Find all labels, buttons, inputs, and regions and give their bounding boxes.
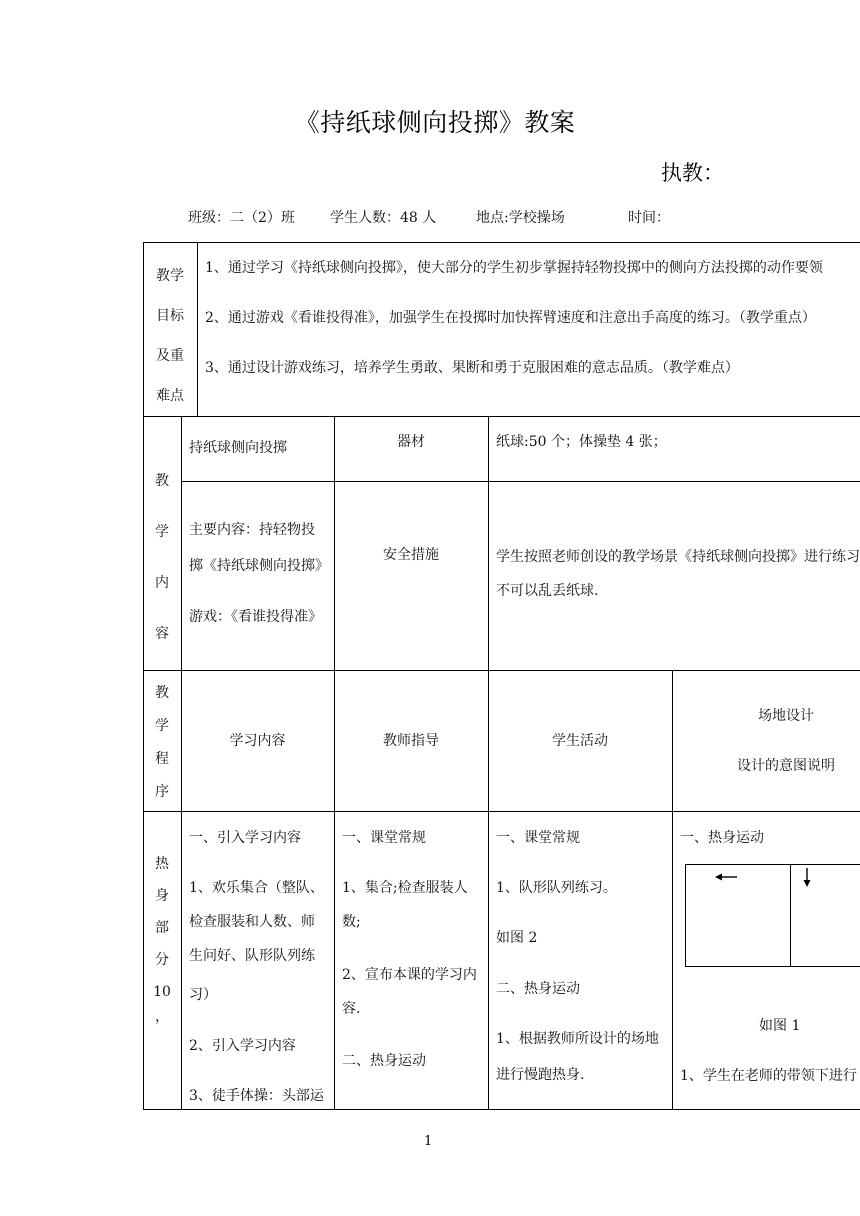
objectives-label: 教学 目标 及重 难点	[156, 268, 184, 404]
objective-item: 1、通过学习《持纸球侧向投掷》，使大部分的学生初步掌握持轻物投掷中的侧向方法投掷的动作要领	[205, 260, 823, 276]
header-design-intent: 设计的意图说明	[737, 758, 835, 774]
objective-item: 3、通过设计游戏练习，培养学生勇敢、果断和勇于克服困难的意志品质。（教学难点）	[205, 360, 739, 376]
safety-label: 安全措施	[383, 547, 439, 563]
teacher-guidance-line: 容.	[342, 1001, 361, 1017]
procedure-label: 教 学 程 序	[155, 685, 169, 800]
header-student-activity: 学生活动	[552, 733, 608, 749]
arrow-left-icon	[715, 874, 737, 881]
topic-text: 持纸球侧向投掷	[189, 440, 287, 456]
student-activity-line: 1、队形队列练习。	[496, 880, 617, 896]
warmup-label: 热 身 部 分 10 ，	[153, 856, 171, 1025]
content-label: 教 学 内 容	[155, 473, 169, 642]
main-content-line: 游戏：《看谁投得准》	[189, 609, 322, 625]
class-info: 班级：二（2）班	[188, 210, 295, 226]
field-diagram	[685, 864, 860, 968]
student-activity-line: 1、根据教师所设计的场地	[496, 1031, 659, 1047]
student-activity-line: 进行慢跑热身.	[496, 1067, 585, 1083]
teacher-guidance-line: 数;	[342, 914, 361, 930]
time-info: 时间：	[628, 210, 670, 226]
teacher-label: 执教：	[661, 161, 724, 185]
equipment-label: 器材	[397, 434, 425, 450]
figure-caption: 如图 1	[759, 1018, 801, 1034]
teacher-guidance-line: 1、集合;检查服装人	[342, 880, 468, 896]
page-number: 1	[424, 1134, 433, 1149]
study-content-line: 3、徒手体操：头部运	[189, 1088, 324, 1104]
main-content-line: 主要内容：持轻物投	[189, 522, 315, 538]
header-study-content: 学习内容	[229, 733, 286, 749]
student-count-info: 学生人数：48 人	[330, 210, 437, 226]
main-content-line: 掷《持纸球侧向投掷》	[189, 558, 329, 574]
student-activity-line: 如图 2	[496, 930, 538, 946]
safety-line: 不可以乱丢纸球.	[496, 583, 599, 599]
study-content-line: 一、引入学习内容	[189, 830, 301, 846]
safety-line: 学生按照老师创设的教学场景《持纸球侧向投掷》进行练习	[496, 549, 860, 565]
equipment-text: 纸球:50 个；体操垫 4 张；	[496, 434, 667, 450]
student-activity-line: 二、热身运动	[496, 981, 580, 997]
teacher-guidance-line: 一、课堂常规	[342, 830, 426, 846]
header-teacher-guidance: 教师指导	[383, 733, 439, 749]
teacher-guidance-line: 2、宣布本课的学习内	[342, 967, 477, 983]
student-activity-line: 一、课堂常规	[496, 830, 580, 846]
field-design-title: 一、热身运动	[680, 830, 764, 846]
location-info: 地点:学校操场	[476, 210, 565, 226]
header-field-design: 场地设计	[758, 708, 814, 724]
arrow-down-icon	[804, 868, 811, 887]
study-content-line: 习）	[189, 987, 217, 1003]
field-note: 1、学生在老师的带领下进行	[680, 1068, 857, 1084]
document-title: 《持纸球侧向投掷》教案	[294, 108, 576, 137]
teacher-guidance-line: 二、热身运动	[342, 1053, 426, 1069]
study-content-line: 1、欢乐集合（整队、	[189, 880, 324, 896]
study-content-line: 检查服装和人数、师	[189, 914, 315, 930]
study-content-line: 2、引入学习内容	[189, 1038, 296, 1054]
objective-item: 2、通过游戏《看谁投得准》，加强学生在投掷时加快挥臂速度和注意出手高度的练习。（教学重点）	[205, 310, 816, 326]
study-content-line: 生问好、队形队列练	[189, 948, 315, 964]
